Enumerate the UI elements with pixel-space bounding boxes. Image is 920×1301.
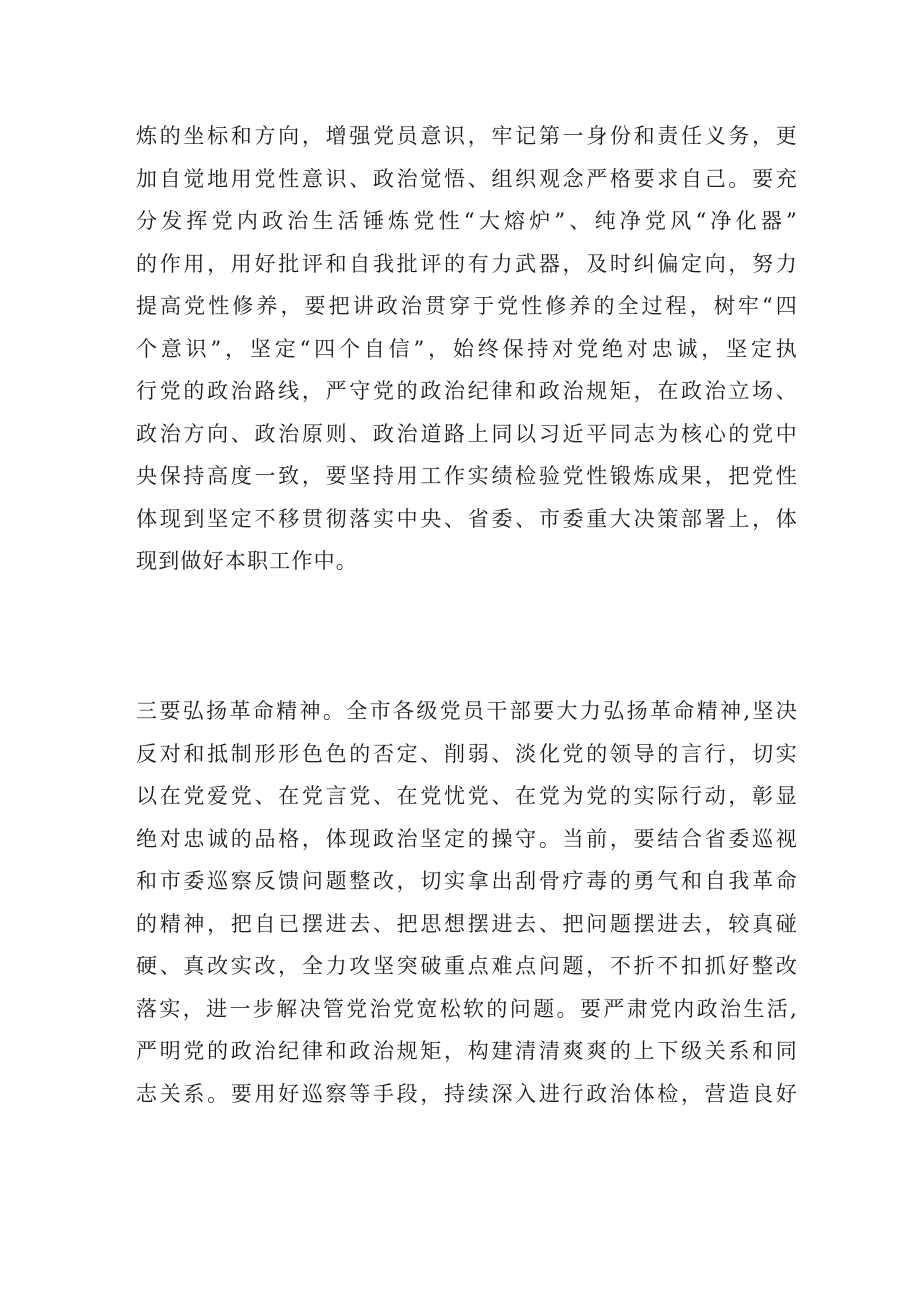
text-line: 现到做好本职工作中。 [136, 549, 358, 573]
text-line: 分发挥党内政治生活锤炼党性“大熔炉”、纯净党风“净化器” [136, 209, 798, 233]
text-line: 反对和抵制形形色色的否定、削弱、淡化党的领导的言行，切实 [136, 741, 798, 766]
text-line: 央保持高度一致，要坚持用工作实绩检验党性锻炼成果，把党性 [136, 464, 798, 488]
text-line: 三要弘扬革命精神。全市各级党员干部要大力弘扬革命精神,坚决 [136, 699, 798, 723]
text-line: 志关系。要用好巡察等手段，持续深入进行政治体检，营造良好 [136, 1081, 798, 1106]
text-line: 政治方向、政治原则、政治道路上同以习近平同志为核心的党中 [136, 421, 798, 446]
text-line: 落实，进一步解决管党治党宽松软的问题。要严肃党内政治生活, [136, 996, 798, 1021]
text-line: 和市委巡察反馈问题整改，切实拿出刮骨疗毒的勇气和自我革命 [136, 869, 798, 893]
text-line: 严明党的政治纪律和政治规矩，构建清清爽爽的上下级关系和同 [136, 1039, 798, 1063]
text-line: 提高党性修养，要把讲政治贯穿于党性修养的全过程，树牢“四 [136, 294, 798, 318]
text-line: 绝对忠诚的品格，体现政治坚定的操守。当前，要结合省委巡视 [136, 826, 798, 851]
text-line: 加自觉地用党性意识、政治觉悟、组织观念严格要求自己。要充 [136, 166, 798, 191]
text-line: 个意识”，坚定“四个自信”，始终保持对党绝对忠诚，坚定执 [136, 336, 798, 361]
text-line: 以在党爱党、在党言党、在党忧党、在党为党的实际行动，彰显 [136, 784, 798, 808]
text-line: 体现到坚定不移贯彻落实中央、省委、市委重大决策部署上，体 [136, 506, 798, 531]
text-line: 的精神，把自已摆进去、把思想摆进去、把问题摆进去，较真碰 [136, 911, 798, 936]
text-line: 硬、真改实改，全力攻坚突破重点难点问题，不折不扣抓好整改 [136, 954, 798, 978]
text-line: 炼的坐标和方向，增强党员意识，牢记第一身份和责任义务，更 [136, 124, 798, 148]
paragraph-revolutionary-spirit [136, 690, 798, 1115]
text-line: 的作用，用好批评和自我批评的有力武器，及时纠偏定向，努力 [136, 251, 798, 276]
text-line: 行党的政治路线，严守党的政治纪律和政治规矩，在政治立场、 [136, 379, 798, 403]
paragraph-party-spirit [136, 115, 798, 583]
